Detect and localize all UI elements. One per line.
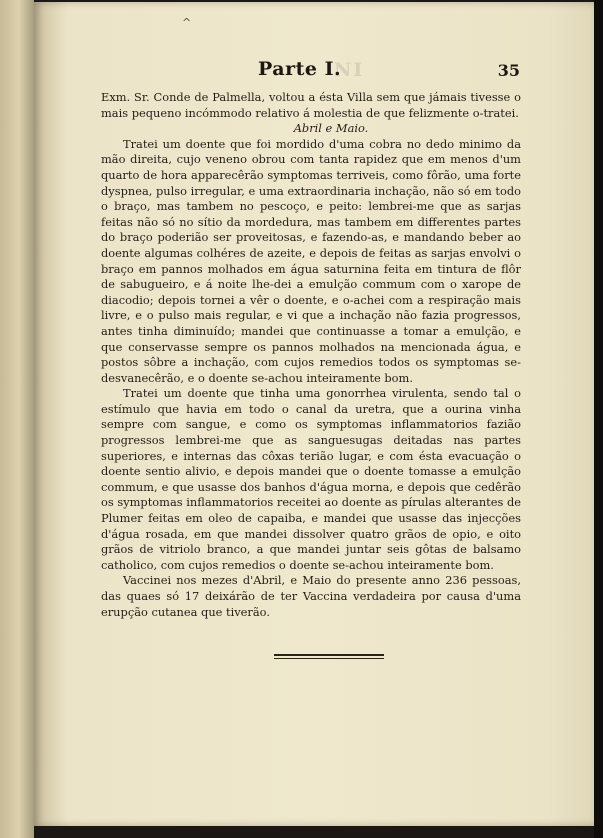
- show-through-text: NI: [334, 59, 365, 81]
- body-text: [101, 90, 521, 620]
- part-title: Parte I.: [258, 58, 342, 80]
- facing-page-edge: [0, 0, 34, 838]
- book-page: [34, 2, 594, 826]
- scan-border: [594, 0, 603, 838]
- running-head: [34, 58, 594, 84]
- section-heading: Abril e Maio.: [293, 121, 369, 136]
- opening-paragraph: Exm. Sr. Conde de Palmella, voltou a ésta Villa sem que jámais tivesse o mais pequeno incómmodo relativo á molestia de que felizmente o-tratei.: [101, 90, 521, 120]
- paragraph-gonorrhea: Tratei um doente que tinha uma gonorrhea virulenta, sendo tal o estímulo que havia em todo o canal da uretra, que a ourina vinha sempre com sangue, e como os symptomas inflammatorios fazião progressos lembrei-me que as sanguesugas deitadas nas partes superiores, e internas das côxas terião lugar, e com ésta evacuação o doente sentio alivio, e depois mandei que o doente tomasse a emulção commum, e que usasse dos banhos d'água morna, e depois que cedêrão os symptomas inflammatorios receitei ao doente as pírulas alterantes de Plumer feitas em oleo de capaiba, e mandei que usasse das injecções d'água rosada, em que mandei dissolver quatro grãos de opio, e oito grãos de vitriolo branco, a que mandei juntar seis gôtas de balsamo catholico, com cujos remedios o doente se-achou inteiramente bom.: [101, 386, 521, 572]
- caret-mark: ^: [182, 16, 192, 29]
- closing-rule: [274, 654, 384, 662]
- page-number: 35: [497, 61, 520, 80]
- paragraph-vaccination: Vaccinei nos mezes d'Abril, e Maio do presente anno 236 pessoas, das quaes só 17 deixárão de ter Vaccina verdadeira por causa d'uma erupção cutanea que tiverão.: [101, 573, 521, 619]
- paragraph-snakebite: Tratei um doente que foi mordido d'uma cobra no dedo minimo da mão direita, cujo veneno obrou com tanta rapidez que em menos d'um quarto de hora apparecêrão symptomas terriveis, como fôrão, uma forte dyspnea, pulso irregular, e uma extraordinaria inchação, não só em todo o braço, mas tambem no pescoço, e peito: lembrei-me que as sarjas feitas não só no sítio da mordedura, mas tambem em differentes partes do braço poderião ser proveitosas, e fazendo-as, e mandando beber ao doente algumas colhéres de azeite, e depois de feitas as sarjas envolvi o braço em pannos molhados em água saturnina feita em tintura de flôr de sabugueiro, e á noite lhe-dei a emulção commum com o xarope de diacodio; depois tornei a vêr o doente, e o-achei com a respiração mais livre, e o pulso mais regular, e vi que a inchação não fazia progressos, antes tinha diminuído; mandei que continuasse a tomar a emulção, e que conservasse sempre os pannos molhados na mencionada água, e postos sôbre a inchação, com cujos remedios todos os symptomas se-desvanecêrão, e o doente se-achou inteiramente bom.: [101, 136, 521, 385]
